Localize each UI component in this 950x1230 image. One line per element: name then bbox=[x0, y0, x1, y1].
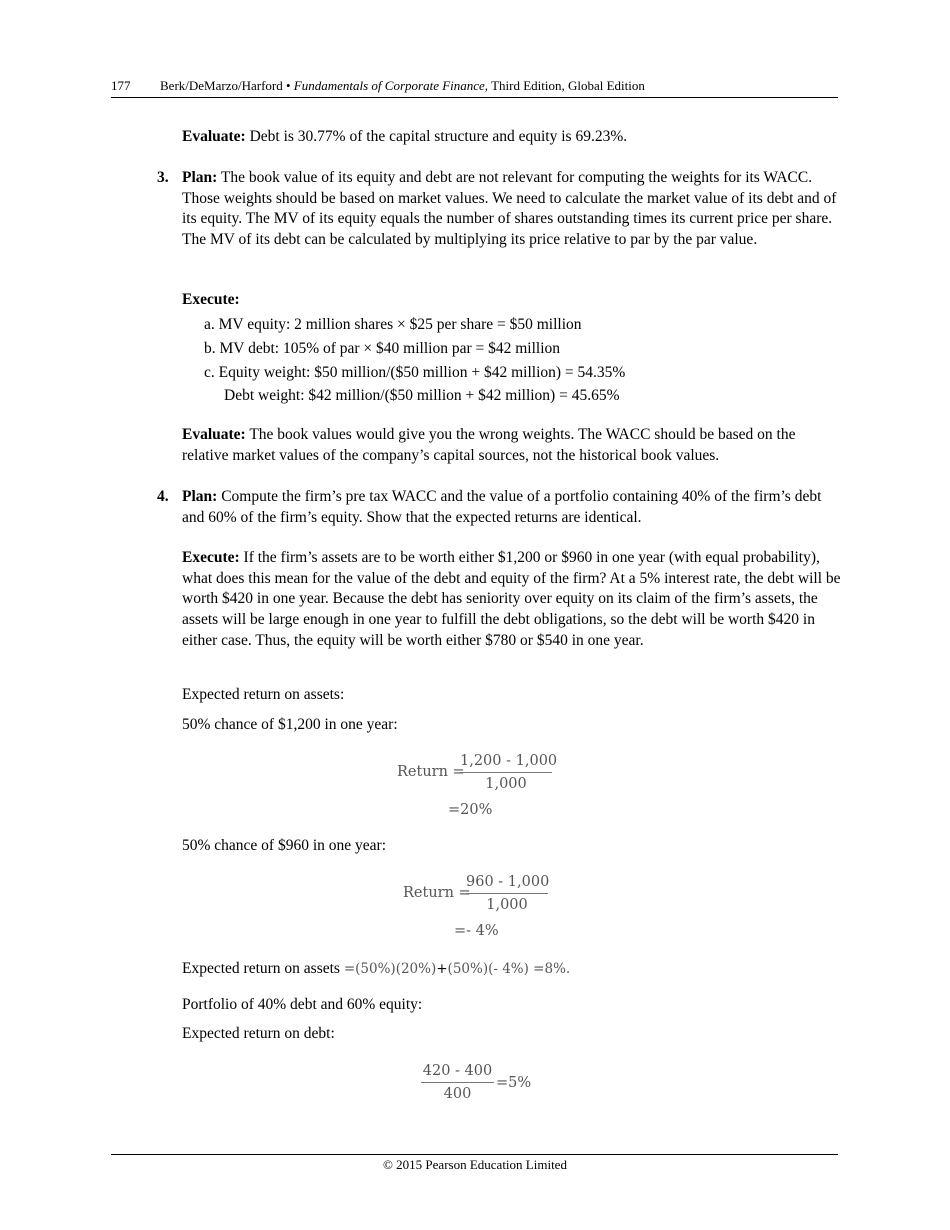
formula-part-a: =(50%)(20%) bbox=[343, 961, 437, 977]
eq2-denominator: 1,000 bbox=[486, 897, 528, 913]
eq3-numerator: 420 - 400 bbox=[422, 1063, 493, 1079]
expected-assets-formula bbox=[344, 961, 570, 977]
eq1-denominator: 1,000 bbox=[485, 776, 527, 792]
evaluate-label: Evaluate: bbox=[182, 426, 246, 443]
eq3-denominator: 400 bbox=[443, 1086, 472, 1102]
header-rule bbox=[111, 97, 838, 98]
execute-label: Execute: bbox=[182, 549, 240, 566]
question-number-3: 3. bbox=[157, 169, 169, 186]
fraction-bar bbox=[466, 893, 548, 894]
footer-copyright: © 2015 Pearson Education Limited bbox=[383, 1157, 567, 1172]
execute-line-c2: Debt weight: $42 million/($50 million + $42 million) = 45.65% bbox=[224, 387, 620, 404]
evaluate-text: Debt is 30.77% of the capital structure and equity is 69.23%. bbox=[249, 128, 628, 145]
q4-execute-paragraph bbox=[182, 548, 842, 652]
plan-text: The book value of its equity and debt are not relevant for computing the weights for its WACC. Those weights should be based on market values. We need to calculate the market value of its debt and of its equity. The MV of its equity equals the number of shares outstanding times its current price per share. The MV of its debt can be calculated by multiplying its price relative to par by the par value. bbox=[182, 169, 837, 249]
eq3-result: =5% bbox=[496, 1075, 532, 1091]
eq2-result: =- 4% bbox=[454, 923, 499, 939]
evaluate-text: The book values would give you the wrong weights. The WACC should be based on the relative market values of the company’s capital sources, not the historical book values. bbox=[182, 426, 796, 464]
q4-plan-paragraph bbox=[182, 487, 842, 528]
plan-label: Plan: bbox=[182, 488, 218, 505]
execute-line-c: c. Equity weight: $50 million/($50 million + $42 million) = 54.35% bbox=[204, 364, 626, 381]
execute-line-b: b. MV debt: 105% of par × $40 million par = $42 million bbox=[204, 340, 561, 357]
eq1-result: =20% bbox=[448, 802, 493, 818]
eq2-fraction bbox=[466, 874, 548, 913]
page-number: 177 bbox=[111, 78, 131, 93]
expected-debt-label: Expected return on debt: bbox=[182, 1025, 335, 1042]
eq2-numerator: 960 - 1,000 bbox=[466, 874, 550, 890]
evaluate-label: Evaluate: bbox=[182, 128, 246, 145]
fraction-bar bbox=[460, 772, 552, 773]
eq1-lhs: Return = bbox=[397, 764, 465, 780]
running-header bbox=[111, 78, 838, 94]
expected-assets-heading: Expected return on assets: bbox=[182, 686, 345, 703]
execute-label: Execute: bbox=[182, 291, 240, 308]
q3-evaluate-paragraph bbox=[182, 425, 842, 466]
q3-execute-label bbox=[182, 290, 842, 311]
header-book-title: Fundamentals of Corporate Finance, bbox=[293, 78, 489, 93]
execute-line-a: a. MV equity: 2 million shares × $25 per share = $50 million bbox=[204, 316, 582, 333]
evaluate-top-paragraph bbox=[182, 127, 842, 148]
portfolio-label: Portfolio of 40% debt and 60% equity: bbox=[182, 996, 423, 1013]
expected-assets-label: Expected return on assets bbox=[182, 960, 340, 977]
case1-label: 50% chance of $1,200 in one year: bbox=[182, 716, 398, 733]
execute-text: If the firm’s assets are to be worth either $1,200 or $960 in one year (with equal probability), what does this mean for the value of the debt and equity of the firm? At a 5% interest rate, the debt will be worth $420 in one year. Because the debt has seniority over equity on its claim of the firm’s assets, the assets will be large enough in one year to fulfill the debt obligations, so the debt will be worth $420 in either case. Thus, the equity will be worth either $780 or $540 in one year. bbox=[182, 549, 841, 649]
q3-plan-paragraph bbox=[182, 168, 842, 251]
eq1-numerator: 1,200 - 1,000 bbox=[460, 753, 558, 769]
formula-plus: + bbox=[436, 961, 448, 977]
header-bullet: • bbox=[285, 78, 291, 93]
question-number-4: 4. bbox=[157, 488, 169, 505]
eq3-fraction bbox=[421, 1063, 494, 1102]
footer-rule bbox=[111, 1154, 838, 1155]
formula-part-b: (50%)(- 4%) =8%. bbox=[447, 961, 571, 977]
expected-assets-line bbox=[182, 959, 842, 980]
plan-label: Plan: bbox=[182, 169, 218, 186]
header-edition: Third Edition, Global Edition bbox=[491, 78, 645, 93]
eq1-fraction bbox=[460, 753, 558, 792]
eq2-lhs: Return = bbox=[403, 885, 471, 901]
plan-text: Compute the firm’s pre tax WACC and the value of a portfolio containing 40% of the firm’s debt and 60% of the firm’s equity. Show that the expected returns are identical. bbox=[182, 488, 822, 526]
case2-label: 50% chance of $960 in one year: bbox=[182, 837, 387, 854]
header-authors: Berk/DeMarzo/Harford bbox=[160, 78, 283, 93]
fraction-bar bbox=[421, 1082, 494, 1083]
